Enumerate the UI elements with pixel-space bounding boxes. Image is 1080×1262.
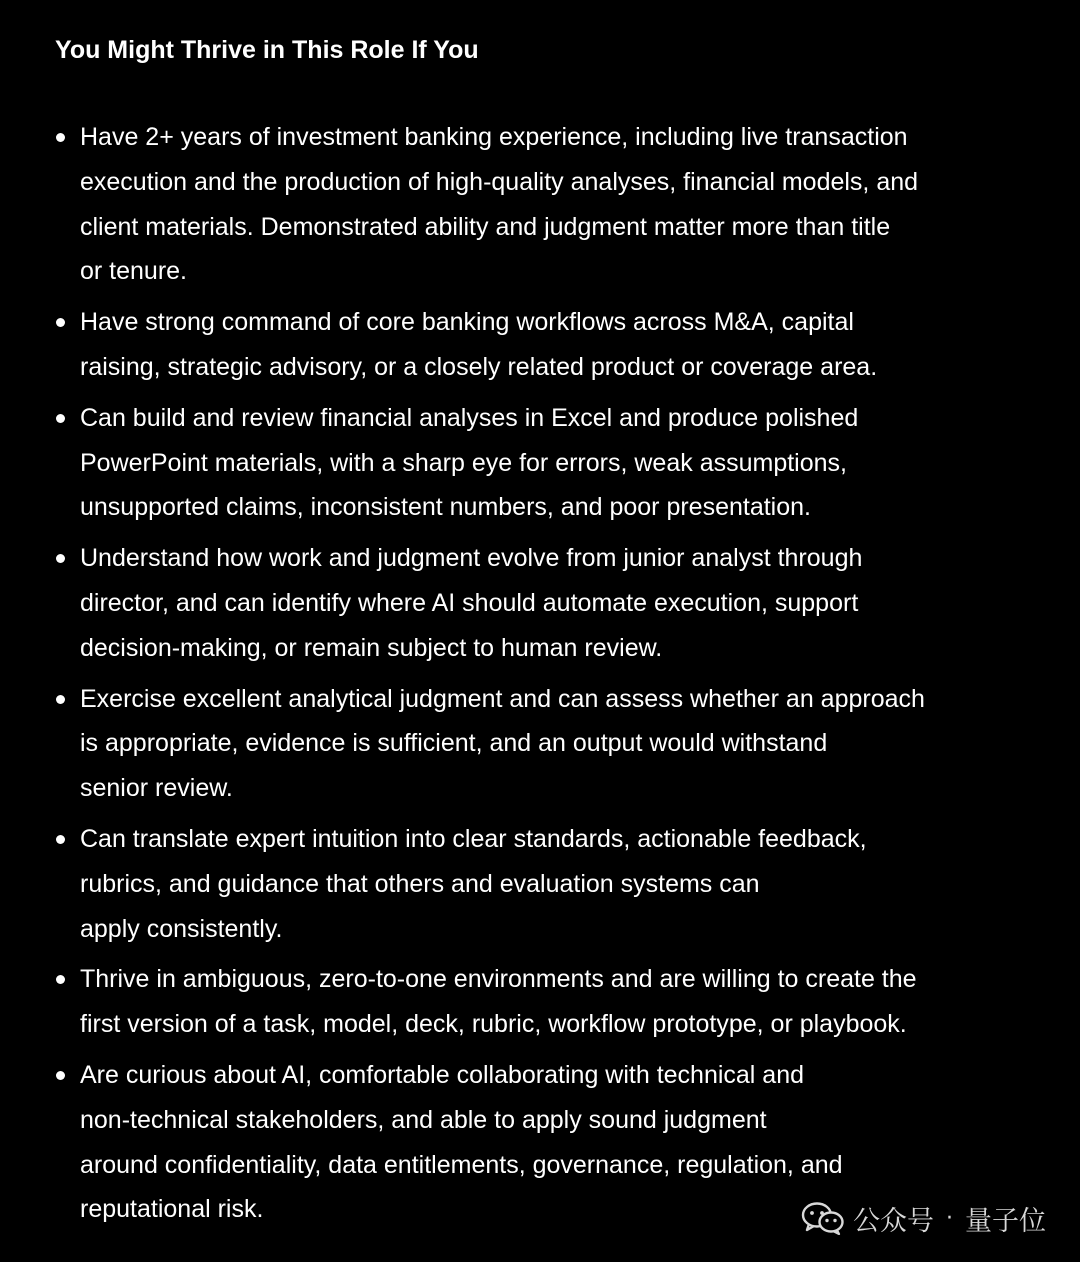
watermark-separator: · <box>946 1205 953 1231</box>
list-item-text: director, and can identify where AI should automate execution, support <box>80 588 859 617</box>
bullet-icon <box>56 318 65 327</box>
bullet-icon <box>56 835 65 844</box>
watermark-name: 量子位 <box>965 1205 1046 1237</box>
list-item <box>0 957 1005 1047</box>
list-item-text: Thrive in ambiguous, zero-to-one environments and are willing to create the <box>80 965 917 994</box>
section-heading: You Might Thrive in This Role If You <box>55 36 479 64</box>
list-item-text: unsupported claims, inconsistent numbers, and poor presentation. <box>80 493 811 522</box>
list-item-text: PowerPoint materials, with a sharp eye for errors, weak assumptions, <box>80 448 847 477</box>
watermark-label: 公众号 <box>853 1205 934 1237</box>
bullet-icon <box>56 554 65 563</box>
bullet-icon <box>56 414 65 423</box>
list-item <box>0 396 1005 530</box>
list-item-text: rubrics, and guidance that others and evaluation systems can <box>80 869 760 898</box>
watermark <box>801 1198 1046 1238</box>
list-item <box>0 300 1005 390</box>
list-item <box>0 817 1005 951</box>
bullet-icon <box>56 975 65 984</box>
list-item-text: senior review. <box>80 774 233 803</box>
list-item <box>0 536 1005 670</box>
list-item-text: Are curious about AI, comfortable collaborating with technical and <box>80 1060 805 1089</box>
list-item-text: decision-making, or remain subject to human review. <box>80 633 663 662</box>
list-item-text: Can build and review financial analyses in Excel and produce polished <box>80 403 859 432</box>
list-item-text: non-technical stakeholders, and able to apply sound judgment <box>80 1105 767 1134</box>
list-item <box>0 115 1005 294</box>
wechat-icon <box>801 1201 845 1235</box>
list-item-text: around confidentiality, data entitlements, governance, regulation, and <box>80 1150 843 1179</box>
list-item-text: first version of a task, model, deck, rubric, workflow prototype, or playbook. <box>80 1010 907 1039</box>
bullet-icon <box>56 1071 65 1080</box>
list-item-text: Can translate expert intuition into clear standards, actionable feedback, <box>80 824 867 853</box>
list-item-text: raising, strategic advisory, or a closely related product or coverage area. <box>80 352 878 381</box>
bullet-icon <box>56 695 65 704</box>
list-item-text: Have 2+ years of investment banking experience, including live transaction <box>80 123 908 151</box>
list-item <box>0 677 1005 811</box>
list-item-text: or tenure. <box>80 257 188 286</box>
list-item-text: client materials. Demonstrated ability and judgment matter more than title <box>80 212 891 241</box>
list-item-text: reputational risk. <box>80 1195 264 1224</box>
list-item-text: execution and the production of high-quality analyses, financial models, and <box>80 167 919 196</box>
list-item-text: Have strong command of core banking workflows across M&A, capital <box>80 308 854 337</box>
list-item-text: Exercise excellent analytical judgment and can assess whether an approach <box>80 684 925 713</box>
requirements-list <box>0 115 1080 1238</box>
list-item-text: Understand how work and judgment evolve from junior analyst through <box>80 544 863 573</box>
bullet-icon <box>56 133 65 142</box>
list-item-text: is appropriate, evidence is sufficient, and an output would withstand <box>80 729 828 758</box>
list-item-text: apply consistently. <box>80 914 283 943</box>
